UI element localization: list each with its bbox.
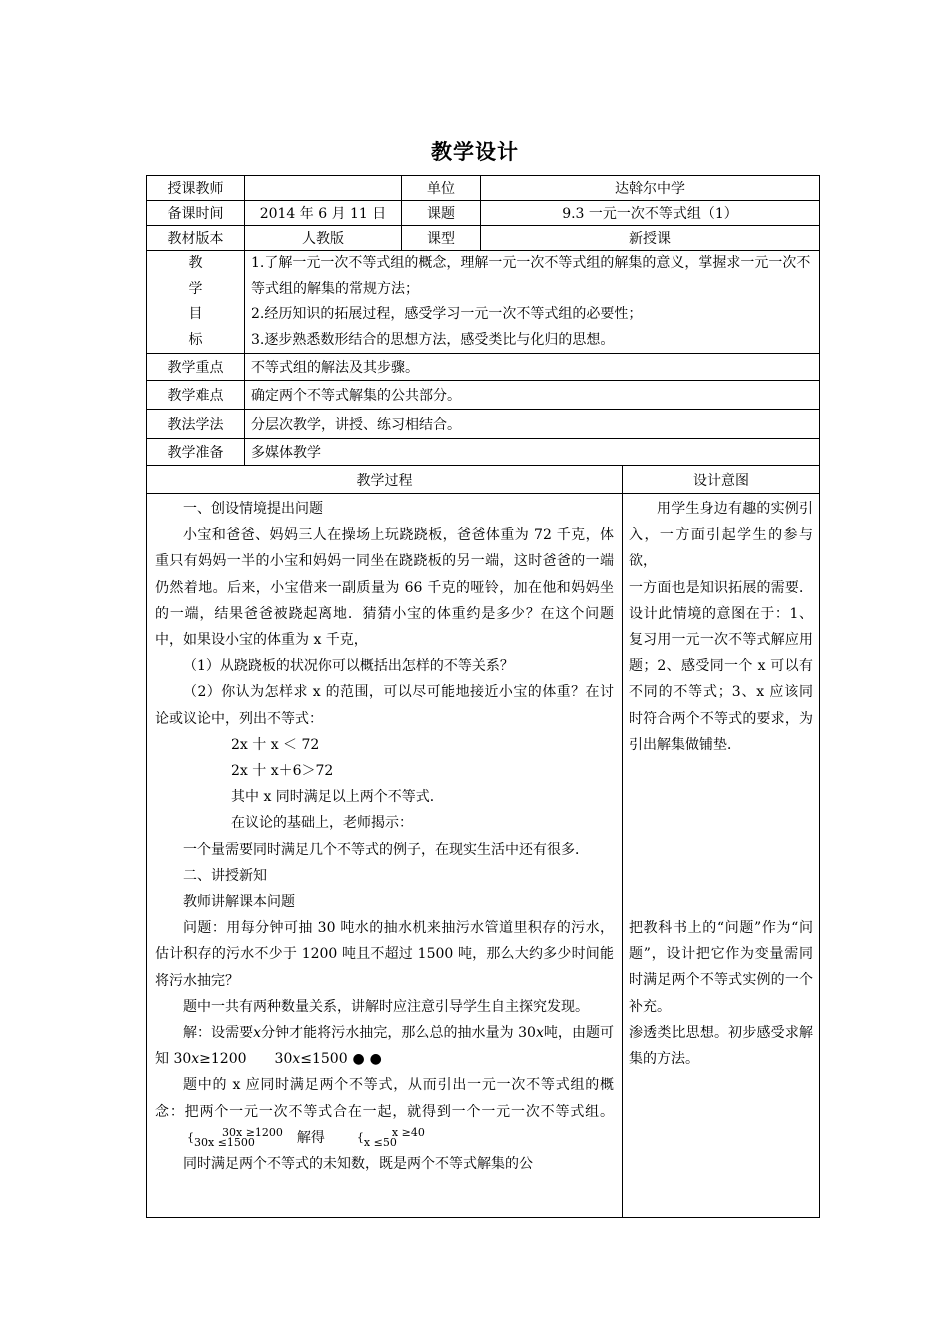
- intent-paragraph: 用学生身边有趣的实例引入，一方面引起学生的参与欲，: [629, 501, 813, 570]
- paragraph: 其中 x 同时满足以上两个不等式．: [231, 789, 444, 806]
- row-label: 教法学法: [147, 410, 245, 439]
- variable: x: [292, 1051, 301, 1068]
- goals-label: [147, 251, 245, 354]
- row-value: 确定两个不等式解集的公共部分。: [245, 381, 820, 410]
- intent-paragraph: 一方面也是知识拓展的需要．设计此情境的意图在于：1、复习用一元一次不等式解应用题；2、感受同一个 x 可以有不同的不等式；3、x 应该同时符合两个不等式的要求，为引出解集做铺垫．: [629, 579, 813, 753]
- variable: x: [191, 1051, 200, 1068]
- page-title: 教学设计: [431, 140, 519, 164]
- paragraph: 一个量需要同时满足几个不等式的例子，在现实生活中还有很多．: [183, 841, 589, 858]
- type-value: 新授课: [481, 226, 820, 251]
- row-value: 多媒体教学: [245, 439, 820, 466]
- text: 解：设需要: [183, 1025, 254, 1042]
- goals-label-char: 目: [188, 306, 203, 322]
- prep-row: [147, 439, 820, 466]
- paragraph: 小宝和爸爸、妈妈三人在操场上玩跷跷板，爸爸体重为 72 千克，体重只有妈妈一半的小宝和妈妈一同坐在跷跷板的另一端，这时爸爸的一端仍然着地。后来，小宝借来一副质量为 66 千克的哑铃，加在他和妈妈坐的一端，结果爸爸被跷起离地．猜猜小宝的体重约是多少？在这个问题中，如果设小宝的体重为 x 千克，: [155, 527, 614, 649]
- text: 题中的 x 应同时满足两个不等式，从而引出一元一次不等式组的概念：把两个一元一次不等式合在一起，就得到一个一元一次不等式组。: [155, 1077, 614, 1120]
- variable: x: [535, 1025, 544, 1042]
- intent-paragraph: 把教科书上的“问题”作为“问题”，设计把它作为变量需同时满足两个不等式实例的一个补充。: [629, 920, 813, 1015]
- unit-label: 单位: [402, 176, 481, 201]
- paragraph: （1）从跷跷板的状况你可以概括出怎样的不等关系？: [183, 658, 514, 675]
- system-line: x ≤50: [363, 1135, 397, 1149]
- paragraph: 在议论的基础上，老师揭示：: [231, 815, 413, 832]
- paragraph: 教师讲解课本问题: [183, 894, 295, 911]
- row-value: 不等式组的解法及其步骤。: [245, 354, 820, 381]
- teacher-label: 授课教师: [147, 176, 245, 201]
- goal-item: 1.了解一元一次不等式组的概念，理解一元一次不等式组的解集的意义，掌握求一元一次不等式组的解集的常规方法；: [251, 255, 811, 297]
- focus-row: [147, 354, 820, 381]
- goals-label-char: 教: [188, 255, 203, 271]
- difficulty-row: [147, 381, 820, 410]
- paragraph: 题中一共有两种数量关系，讲解时应注意引导学生自主探究发现。: [183, 998, 589, 1015]
- process-body-row: [147, 494, 820, 1218]
- process-header: 教学过程: [147, 466, 623, 494]
- edition-value: 人教版: [245, 226, 402, 251]
- text: 解得: [296, 1129, 325, 1146]
- intent-content: [623, 494, 820, 1218]
- topic-label: 课题: [402, 201, 481, 226]
- unit-value: 达斡尔中学: [481, 176, 820, 201]
- lesson-plan-table: [146, 175, 820, 1218]
- row-label: 教学难点: [147, 381, 245, 410]
- info-row-edition: [147, 226, 820, 251]
- paragraph: [155, 1072, 614, 1151]
- info-row-date: [147, 201, 820, 226]
- solution-paragraph: [155, 1020, 614, 1072]
- date-value: 2014 年 6 月 11 日: [245, 201, 402, 226]
- paragraph: 同时满足两个不等式的未知数，既是两个不等式解集的公: [183, 1156, 533, 1173]
- section-heading: 一、创设情境提出问题: [183, 501, 323, 517]
- inequality: 2x 十 x ＜ 72: [231, 736, 320, 753]
- system-line: 30x ≥1200: [222, 1125, 283, 1139]
- inequality-system: { 30x ≥1200 30x ≤1500: [187, 1125, 283, 1149]
- row-label: 教学重点: [147, 354, 245, 381]
- goals-content: [245, 251, 820, 354]
- variable: x: [253, 1025, 262, 1042]
- row-label: 教学准备: [147, 439, 245, 466]
- row-value: 分层次教学，讲授、练习相结合。: [245, 410, 820, 439]
- goal-item: 2.经历知识的拓展过程，感受学习一元一次不等式组的必要性；: [251, 306, 643, 322]
- system-line: x ≥40: [391, 1125, 425, 1139]
- system-line: 30x ≤1500: [194, 1135, 255, 1149]
- paragraph: （2）你认为怎样求 x 的范围，可以尽可能地接近小宝的体重？在讨论或议论中，列出不等式：: [155, 684, 614, 727]
- teacher-value: [245, 176, 402, 201]
- date-label: 备课时间: [147, 201, 245, 226]
- goals-label-char: 标: [188, 331, 203, 348]
- topic-value: 9.3 一元一次不等式组（1）: [481, 201, 820, 226]
- goals-row: [147, 251, 820, 354]
- text: ≤1500: [300, 1051, 348, 1068]
- section-heading: 二、讲授新知: [183, 867, 267, 884]
- info-row-teacher: [147, 176, 820, 201]
- type-label: 课型: [402, 226, 481, 251]
- text: 吨，由题可知 30: [155, 1025, 615, 1068]
- inequality: 2x 十 x＋6＞72: [231, 763, 334, 780]
- intent-paragraph: 渗透类比思想。初步感受求解集的方法。: [629, 1024, 813, 1068]
- text: ≥1200 30: [199, 1051, 293, 1068]
- text: 分钟才能将污水抽完，那么总的抽水量为 30: [261, 1025, 536, 1042]
- process-content: [147, 494, 623, 1218]
- solution-system: { x ≥40 x ≤50: [356, 1125, 425, 1149]
- method-row: [147, 410, 820, 439]
- goals-label-char: 学: [188, 280, 203, 297]
- edition-label: 教材版本: [147, 226, 245, 251]
- intent-header: 设计意图: [623, 466, 820, 494]
- paragraph: 问题：用每分钟可抽 30 吨水的抽水机来抽污水管道里积存的污水，估计积存的污水不少于 1200 吨且不超过 1500 吨，那么大约多少时间能将污水抽完？: [155, 920, 614, 989]
- process-header-row: [147, 466, 820, 494]
- circle-icon: ● ●: [347, 1051, 382, 1068]
- goal-item: 3.逐步熟悉数形结合的思想方法，感受类比与化归的思想。: [251, 331, 615, 348]
